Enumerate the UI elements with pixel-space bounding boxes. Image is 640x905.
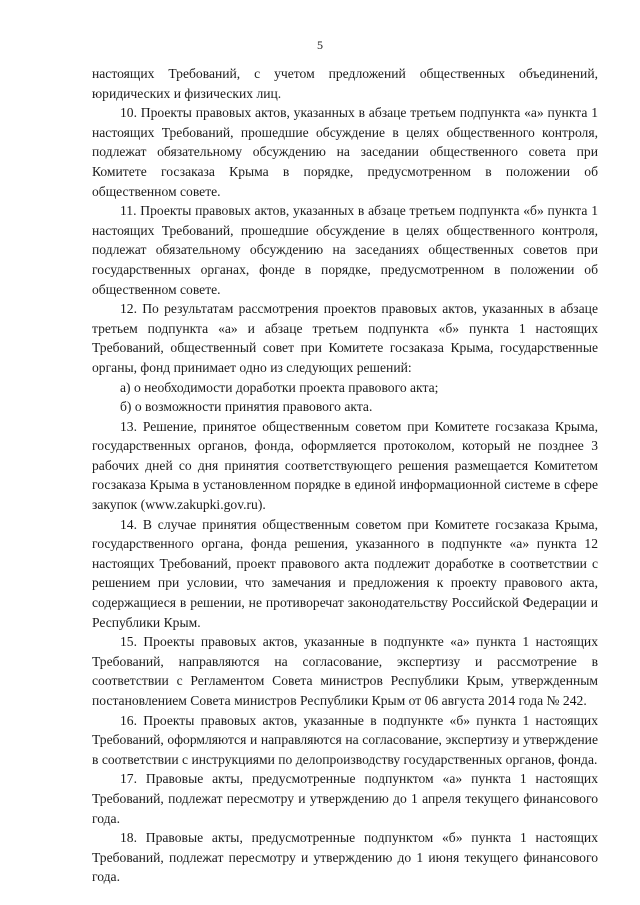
paragraph-13: 13. Решение, принятое общественным советом при Комитете госзаказа Крыма, государственных органов, фонда, оформляется протоколом, который не позднее 3 рабочих дней со дня принятия соответствующего решения размещается Комитетом госзаказа Крыма в установленном порядке в единой информационной системе в сфере закупок (www.zakupki.gov.ru). bbox=[92, 418, 598, 513]
paragraph-16: 16. Проекты правовых актов, указанные в подпункте «б» пункта 1 настоящих Требований, оформляются и направляются на согласование, экспертизу и утверждение в соответствии с инструкциями по делопроизводству государственных органов, фонда. bbox=[92, 712, 598, 767]
paragraph-12-b: б) о возможности принятия правового акта. bbox=[120, 399, 373, 415]
paragraph-10: 10. Проекты правовых актов, указанных в абзаце третьем подпункта «а» пункта 1 настоящих Требований, прошедшие обсуждение в целях общественного контроля, подлежат обязательному обсуждению на заседании общественного совета при Комитете госзаказа Крыма в порядке, предусмотренном в положении об общественном совете. bbox=[92, 105, 598, 199]
document-body bbox=[92, 64, 598, 887]
paragraph-11: 11. Проекты правовых актов, указанных в абзаце третьем подпункта «б» пункта 1 настоящих Требований, прошедшие обсуждение в целях общественного контроля, подлежат обязательному обсуждению на заседаниях общественных советов при государственных органах, фонде в порядке, предусмотренном в положении об общественном совете. bbox=[92, 203, 598, 297]
paragraph-18: 18. Правовые акты, предусмотренные подпунктом «б» пункта 1 настоящих Требований, подлежат пересмотру и утверждению до 1 июня текущего финансового года. bbox=[92, 830, 598, 885]
paragraph-15: 15. Проекты правовых актов, указанные в подпункте «а» пункта 1 настоящих Требований, направляются на согласование, экспертизу и рассмотрение в соответствии с Регламентом Совета министров Республики Крым, утвержденным постановлением Совета министров Республики Крым от 06 августа 2014 года № 242. bbox=[92, 634, 598, 708]
paragraph-continuation: настоящих Требований, с учетом предложений общественных объединений, юридических и физических лиц. bbox=[92, 66, 598, 101]
paragraph-12-a: а) о необходимости доработки проекта правового акта; bbox=[120, 379, 439, 395]
paragraph-14: 14. В случае принятия общественным советом при Комитете госзаказа Крыма, государственного органа, фонда решения, указанного в подпункте «а» пункта 12 настоящих Требований, проект правового акта подлежит доработке в соответствии с решением при условии, что замечания и предложения к проекту правового акта, содержащиеся в решении, не противоречат законодательству Российской Федерации и Республики Крым. bbox=[92, 516, 598, 630]
paragraph-12: 12. По результатам рассмотрения проектов правовых актов, указанных в абзаце третьем подпункта «а» и абзаце третьем подпункта «б» пункта 1 настоящих Требований, общественный совет при Комитете госзаказа Крыма, государственные органы, фонд принимает одно из следующих решений: bbox=[92, 301, 598, 375]
page-number: 5 bbox=[317, 38, 323, 52]
paragraph-17: 17. Правовые акты, предусмотренные подпунктом «а» пункта 1 настоящих Требований, подлежат пересмотру и утверждению до 1 апреля текущего финансового года. bbox=[92, 771, 598, 826]
